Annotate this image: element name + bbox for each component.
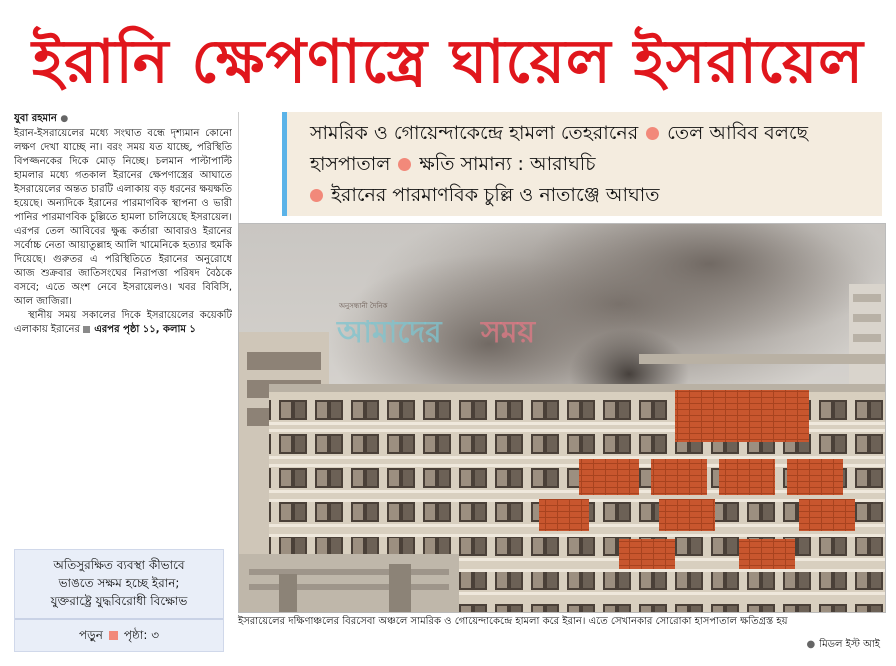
promo-divider [15,618,223,620]
continued-on[interactable] [83,324,196,335]
square-bullet-icon [109,631,118,640]
watermark-word-2: সময় [481,315,536,350]
promo-read-label: পড়ুন [79,628,103,642]
photo-caption: ইসরায়েলের দক্ষিণাঞ্চলের বিরসেবা অঞ্চলে সামরিক ও গোয়েন্দাকেন্দ্রে হামলা করে ইরান। এতে সেখানকার সোরোকা হাসপাতাল ক্ষতিগ্রস্ত হয় [238,616,788,627]
bullet-dot-icon [398,158,411,171]
byline-author: যুবা রহমান [14,113,57,124]
promo-page-ref [15,624,223,646]
subhead-2: তেল আবিব বলছে হাসপাতাল [310,122,809,175]
subheadlines [310,118,870,211]
photo-credit [807,638,880,652]
subheadline-box [282,112,882,216]
promo-line-1: অতিসুরক্ষিত ব্যবস্থা কীভাবে [53,558,185,572]
square-bullet-icon [83,326,90,333]
promo-line-3: যুক্তরাষ্ট্রে যুদ্ধবিরোধী বিক্ষোভ [50,594,188,608]
byline [14,112,232,126]
article-body [14,127,232,337]
bullet-dot-icon [310,189,323,202]
bullet-dot-icon [646,127,659,140]
watermark-word-1: আমাদের [337,315,442,350]
article-paragraph-1: ইরান-ইসরায়েলের মধ্যে সংঘাত বন্ধে দৃশ্যমান কোনো লক্ষণ দেখা যাচ্ছে না। বরং সময় যত যাচ্ছে, পরিস্থিতি বিপজ্জনকের দিকে মোড় নিচ্ছে। চলমান পাল্টাপাল্টি হামলার মধ্যে গতকাল ইরানের ক্ষেপণাস্ত্রের আঘাতে ইসরায়েলের অন্তত চারটি এলাকায় বড় ধরনের ক্ষয়ক্ষতি হয়েছে। অন্যদিকে ইরানের পারমাণবিক স্থাপনা ও ভারী পানির পারমাণবিক চুল্লিতে হামলা চালিয়েছে ইসরায়েল। এরপর তেল আবিবের ক্ষুব্ধ কর্তারা আবারও ইরানের সর্বোচ্চ নেতা আয়াতুল্লাহ আলি খামেনিকে হত্যার হুমকি দিয়েছে। গুরুতর এ পরিস্থিতিতে ইরানের অনুরোধে আজ শুক্রবার জাতিসংঘের নিরাপত্তা পরিষদ বৈঠকে বসবে; এতে অংশ নেবে ইসরায়েলও। খবর বিবিসি, আল জাজিরা। [14,128,232,307]
subheadline-accent-bar [282,112,287,216]
inside-promo-box[interactable] [14,549,224,652]
headline: ইরানি ক্ষেপণাস্ত্রে ঘায়েল ইসরায়েল [31,27,865,97]
credit-dot-icon: ● [806,639,816,650]
article-paragraph-2 [14,309,232,337]
byline-dot-icon: ● [60,114,69,124]
promo-line-2: ভাঙতে সক্ষম হচ্ছে ইরান; [58,576,180,590]
continued-on-text: এরপর পৃষ্ঠা ১১, কলাম ১ [94,324,196,335]
subhead-1: সামরিক ও গোয়েন্দাকেন্দ্রে হামলা তেহরানের [310,122,639,144]
article-paragraph-2-text: স্থানীয় সময় সকালের দিকে ইসরায়েলের কয়েকটি এলাকায় ইরানের [14,310,232,335]
damaged-hospital-photo [239,224,885,612]
news-photo [238,223,886,613]
photo-credit-text: মিডল ইস্ট আই [819,639,880,650]
watermark-tagline: অনুসন্ধানী দৈনিক [339,302,388,310]
lead-article [14,112,232,540]
promo-page-label: পৃষ্ঠা: ৩ [123,628,159,642]
subhead-3: ক্ষতি সামান্য : আরাঘচি [419,153,596,175]
subhead-4: ইরানের পারমাণবিক চুল্লি ও নাতাঞ্জে আঘাত [331,184,660,206]
promo-text [15,556,223,610]
